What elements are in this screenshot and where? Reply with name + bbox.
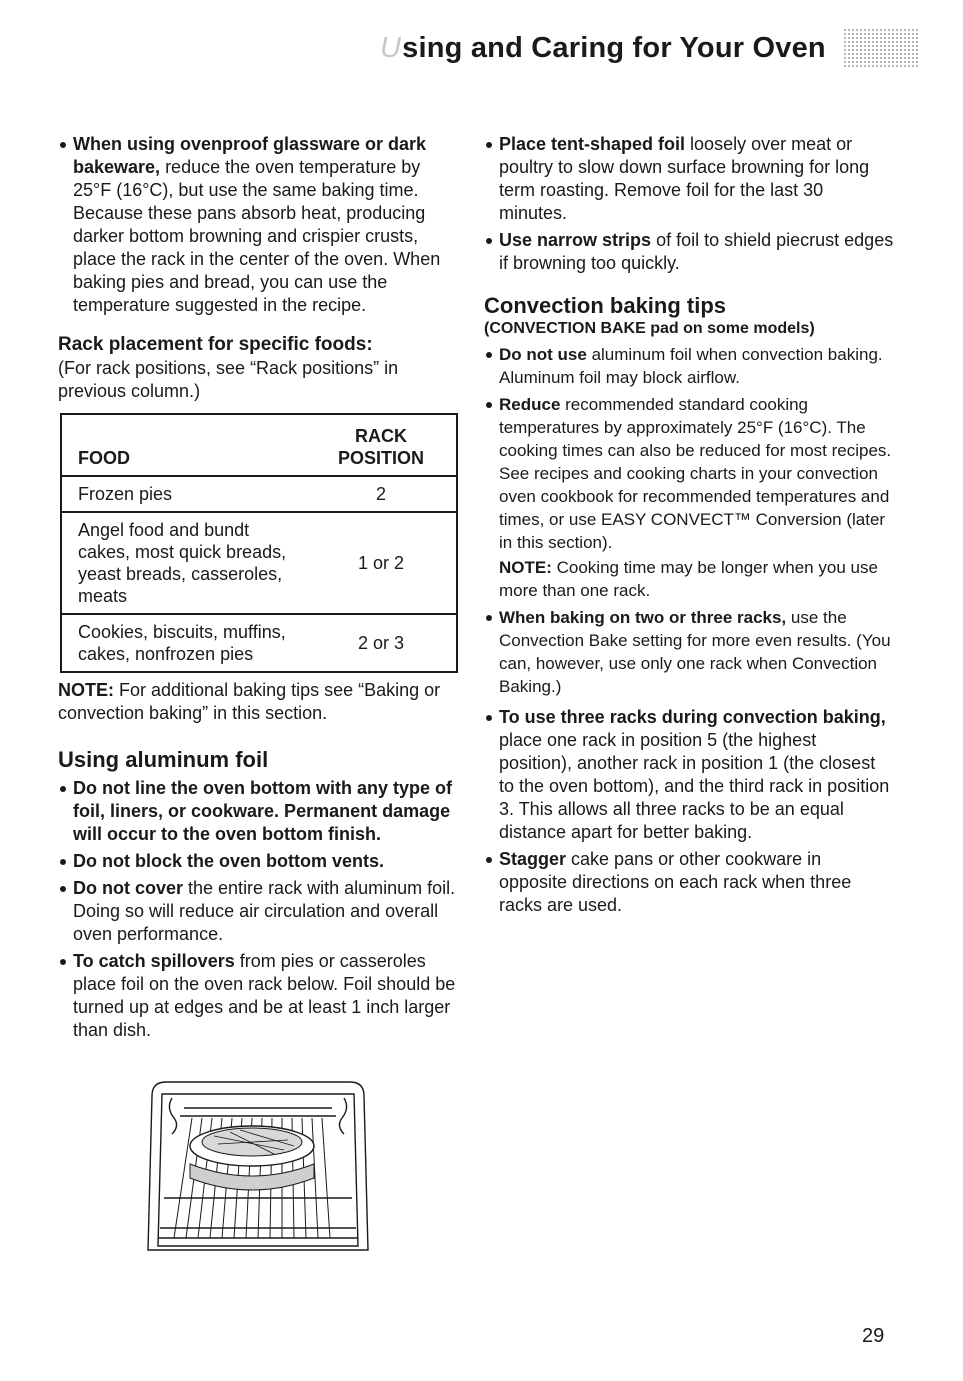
rack-position-table [60,413,458,673]
glassware-bullet [58,133,462,317]
foil-tips-list [484,133,894,275]
list-item [484,848,894,917]
rack-intro: (For rack positions, see “Rack positions” in previous column.) [58,358,399,401]
convection-note [484,556,894,602]
bullet-text: aluminum foil when convection baking. Aluminum foil may block airflow. [499,345,883,387]
note-label: NOTE: [58,680,114,700]
table-note [58,679,462,725]
page-header [0,28,963,74]
col-rack-line1: RACK [355,426,407,446]
position-cell: 2 or 3 [306,614,457,672]
position-cell: 1 or 2 [306,512,457,614]
col-rack-header [306,414,457,476]
foil-heading: Using aluminum foil [58,747,269,772]
page-number: 29 [862,1325,885,1347]
bullet-bold: Reduce [499,395,561,414]
bullet-bold: When using ovenproof glassware or dark bakeware, [73,134,427,177]
bullet-text: cake pans or other cookware in opposite directions on each rack when three racks are used. [499,849,852,915]
bullet-text: use the Convection Bake setting for more even results. (You can, however, use only one rack when Convection Baking.) [499,608,891,696]
page-title [380,32,826,65]
list-item [484,606,894,698]
convection-heading: Convection baking tips [484,293,727,318]
convection-list-3 [484,706,894,917]
col-food-header: FOOD [61,414,306,476]
list-item [484,706,894,844]
table-row [61,512,457,614]
table-row [61,476,457,512]
bullet-bold: When baking on two or three racks, [499,608,787,627]
note-label: NOTE: [499,558,552,577]
bullet-text: reduce the oven temperature by 25°F (16°C), but use the same baking time. Because these pans absorb heat, producing darker bottom browning and crispier crusts, place the rack in the center of the oven. When baking pies and bread, you can use the temperature suggested in the recipe. [73,157,441,315]
bullet-bold: Do not line the oven bottom with any type of foil, liners, or cookware. Permanent damage will occur to the oven bottom finish. [73,778,452,844]
pie-dish [190,1126,314,1190]
oven-rack-foil-illustration [144,1078,372,1254]
bullet-bold: Do not cover [73,878,184,898]
position-cell: 2 [306,476,457,512]
col-rack-line2: POSITION [337,448,424,468]
bullet-bold: Do not use [499,345,587,364]
bullet-bold: Use narrow strips [499,230,652,250]
list-item [58,877,462,946]
table-header-row [61,414,457,476]
header-dotted-box [843,28,919,68]
right-column [484,133,894,921]
title-rest: sing and Caring for Your Oven [402,32,826,64]
table-row [61,614,457,672]
bullet-bold: Stagger [499,849,567,869]
bullet-text: of foil to shield piecrust edges if browning too quickly. [499,230,894,273]
convection-list [484,343,894,554]
bullet-bold: Do not block the oven bottom vents. [73,851,385,871]
list-item [58,950,462,1042]
rack-heading: Rack placement for specific foods: [58,334,373,355]
list-item [484,229,894,275]
convection-list-2 [484,606,894,698]
note-text: For additional baking tips see “Baking or convection baking” in this section. [58,680,441,723]
bullet-text: the entire rack with aluminum foil. Doing so will reduce air circulation and overall oven performance. [73,878,456,944]
bullet-bold: To catch spillovers [73,951,235,971]
bullet-bold: To use three racks during convection baking, [499,707,886,727]
convection-subheading: (CONVECTION BAKE pad on some models) [484,320,815,337]
bullet-bold: Place tent-shaped foil [499,134,686,154]
list-item [484,393,894,554]
bullet-text: loosely over meat or poultry to slow down surface browning for long term roasting. Remove foil for the last 30 minutes. [499,134,870,223]
list-item [484,133,894,225]
note-text: Cooking time may be longer when you use more than one rack. [499,558,878,600]
bullet-text: place one rack in position 5 (the highest position), another rack in position 1 (the closest to the oven bottom), and the third rack in position 3. This allows all three racks to be an equal distance apart for better baking. [499,730,890,842]
title-initial: U [380,32,402,64]
list-item [58,777,462,846]
food-cell: Angel food and bundt cakes, most quick breads, yeast breads, casseroles, meats [61,512,306,614]
bullet-text: recommended standard cooking temperatures by approximately 25°F (16°C). The cooking times can also be reduced for most recipes. See recipes and cooking charts in your convection oven cookbook for recommended temperatures and times, or use EASY CONVECT™ Conversion (later in this section). [499,395,892,552]
list-item [484,343,894,389]
glassware-list [58,133,462,317]
bullet-text: from pies or casseroles place foil on the oven rack below. Foil should be turned up at edges and be at least 1 inch larger than dish. [73,951,456,1040]
left-column [58,133,462,1046]
list-item [58,850,462,873]
foil-list [58,777,462,1042]
food-cell: Cookies, biscuits, muffins, cakes, nonfrozen pies [61,614,306,672]
food-cell: Frozen pies [61,476,306,512]
